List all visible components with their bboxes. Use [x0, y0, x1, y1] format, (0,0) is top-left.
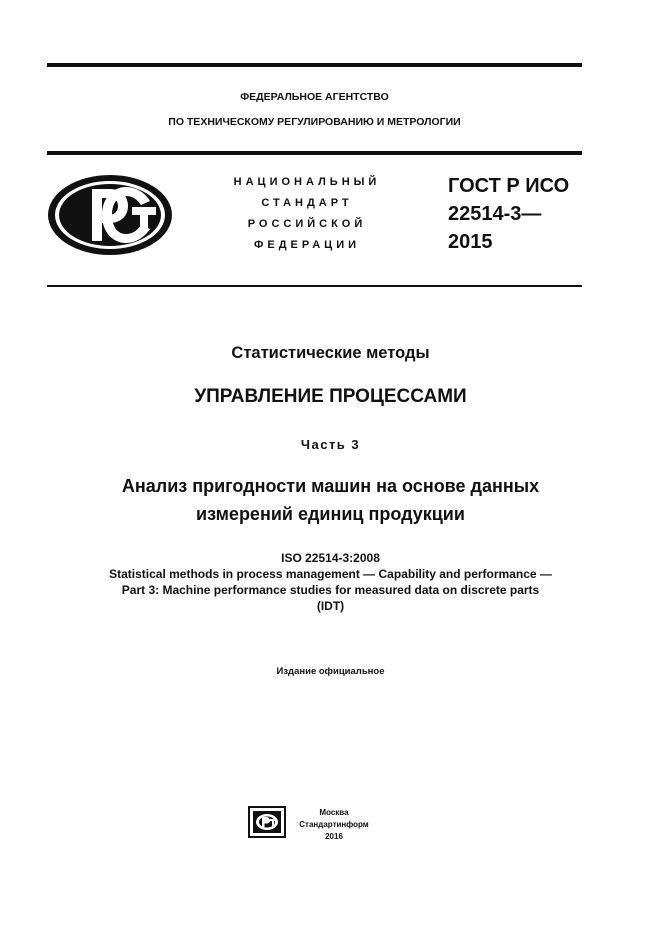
rst-certification-logo-icon	[46, 173, 174, 257]
publication-year: 2016	[325, 832, 343, 841]
standartinform-logo-icon	[248, 806, 286, 838]
document-main-title: УПРАВЛЕНИЕ ПРОЦЕССАМИ	[194, 386, 467, 407]
part-title-line: Анализ пригодности машин на основе данных	[121, 476, 540, 496]
national-standard-label	[212, 172, 402, 256]
publisher-city: Москва	[319, 808, 349, 817]
standard-designation-line: ГОСТ Р ИСО	[448, 175, 570, 197]
bottom-rule	[47, 285, 582, 287]
agency-title-line-1: ФЕДЕРАЛЬНОЕ АГЕНТСТВО	[240, 91, 389, 103]
national-standard-line: ФЕДЕРАЦИИ	[253, 239, 361, 251]
top-rule	[47, 63, 582, 67]
document-subject: Статистические методы	[231, 344, 430, 362]
document-part-number: Часть 3	[300, 437, 361, 452]
middle-rule	[47, 151, 582, 155]
document-part-title	[0, 472, 661, 528]
iso-title-line: (IDT)	[316, 599, 345, 613]
publisher-imprint	[292, 807, 376, 843]
iso-reference	[0, 550, 661, 614]
iso-title-line: Part 3: Machine performance studies for measured data on discrete parts	[121, 583, 540, 597]
part-title-line: измерений единиц продукции	[196, 504, 465, 524]
iso-code: ISO 22514-3:2008	[281, 551, 380, 565]
national-standard-line: СТАНДАРТ	[261, 197, 353, 209]
publisher-name: Стандартинформ	[299, 820, 369, 829]
standard-designation-line: 22514-3—	[448, 203, 542, 225]
standard-designation	[448, 172, 569, 256]
national-standard-line: НАЦИОНАЛЬНЫЙ	[233, 176, 381, 188]
standard-designation-line: 2015	[448, 231, 493, 253]
national-standard-line: РОССИЙСКОЙ	[247, 218, 367, 230]
iso-title-line: Statistical methods in process management — Capability and performance —	[109, 567, 552, 581]
agency-title-line-2: ПО ТЕХНИЧЕСКОМУ РЕГУЛИРОВАНИЮ И МЕТРОЛОГИИ	[168, 116, 461, 128]
edition-label: Издание официальное	[276, 666, 385, 677]
